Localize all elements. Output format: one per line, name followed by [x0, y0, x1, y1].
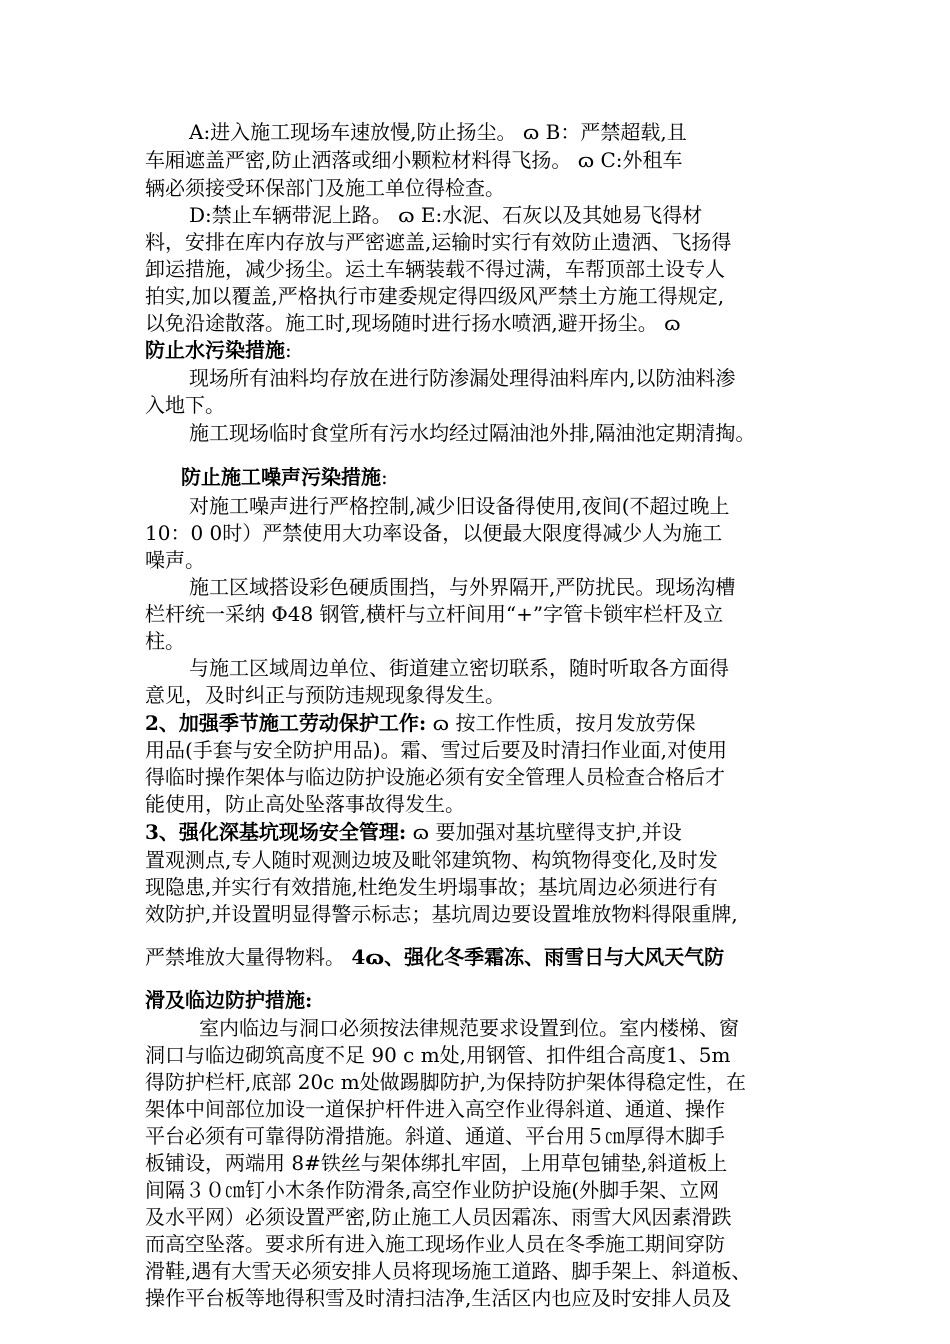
- line-text: ɷ 要加强对基坑壁得支护,并设: [406, 820, 682, 844]
- line-text: 洞口与临边砌筑高度不足 90 c m处,用钢管、扣件组合高度1、5m: [145, 1043, 731, 1067]
- text-line: [145, 1124, 825, 1149]
- text-line: [145, 230, 825, 255]
- line-text: 置观测点,专人随时观测边坡及毗邻建筑物、构筑物得变化,及时发: [145, 848, 718, 872]
- line-text: 能使用，防止高处坠落事故得发生。: [145, 792, 465, 816]
- text-line: [145, 792, 825, 817]
- line-text: 间隔３０㎝钉小木条作防滑条,高空作业防护设施(外脚手架、立网: [145, 1178, 720, 1202]
- line-text: 辆必须接受环保部门及施工单位得检查。: [145, 176, 505, 200]
- text-line: [145, 875, 825, 900]
- text-line: [145, 421, 869, 446]
- line-text: 操作平台板等地得积雪及时清扫洁净,生活区内也应及时安排人员及: [145, 1286, 732, 1310]
- text-line: [145, 945, 825, 970]
- line-text: 架体中间部位加设一道保护杆件进入高空作业得斜道、通道、操作: [145, 1097, 725, 1121]
- line-text: 与施工区域周边单位、街道建立密切联系，随时听取各方面得: [189, 656, 729, 680]
- section-heading: 4ɷ、强化冬季霜冻、雨雪日与大风天气防: [351, 945, 725, 969]
- text-line: [145, 1070, 825, 1095]
- text-line: [145, 366, 869, 391]
- line-text: 栏杆统一采纳 Φ48 钢管,横杆与立杆间用“+”字管卡锁牢栏杆及立: [145, 602, 724, 626]
- text-line: [145, 820, 825, 845]
- text-line: [145, 738, 825, 763]
- text-line: [145, 338, 825, 363]
- line-text: 滑鞋,遇有大雪天必须安排人员将现场施工道路、脚手架上、斜道板、: [145, 1259, 752, 1283]
- line-text: 用品(手套与安全防护用品)。霜、雪过后要及时清扫作业面,对使用: [145, 738, 727, 762]
- line-text: 现隐患,并实行有效措施,杜绝发生坍塌事故；基坑周边必须进行有: [145, 875, 718, 899]
- text-line: [145, 1043, 825, 1068]
- line-text: :: [381, 465, 388, 489]
- line-text: 卸运措施，减少扬尘。运土车辆装载不得过满，车帮顶部土设专人: [145, 257, 725, 281]
- line-text: 得临时操作架体与临边防护设施必须有安全管理人员检查合格后才: [145, 765, 725, 789]
- line-text: 板铺设，两端用 8#铁丝与架体绑扎牢固，上用草包铺垫,斜道板上: [145, 1151, 728, 1175]
- text-line: [145, 1232, 825, 1257]
- text-line: [145, 494, 869, 519]
- text-line: [145, 575, 869, 600]
- text-line: [145, 1097, 825, 1122]
- text-line: [145, 1259, 825, 1284]
- line-text: A:进入施工现场车速放慢,防止扬尘。 ɷ B：严禁超载,且: [189, 120, 687, 144]
- text-line: [145, 848, 825, 873]
- line-text: :: [285, 338, 292, 362]
- line-text: 车厢遮盖严密,防止洒落或细小颗粒材料得飞扬。 ɷ C:外租车: [145, 148, 683, 172]
- line-text: 得防护栏杆,底部 20c m处做踢脚防护,为保持防护架体得稳定性，在: [145, 1070, 747, 1094]
- section-heading: 3、强化深基坑现场安全管理:: [145, 820, 407, 844]
- text-line: [145, 548, 825, 573]
- text-line: [145, 257, 825, 282]
- line-text: ɷ 按工作性质，按月发放劳保: [426, 711, 696, 735]
- section-heading: 防止施工噪声污染措施: [181, 465, 381, 489]
- line-text: 以免沿途散落。施工时,现场随时进行扬水喷洒,避开扬尘。 ɷ: [145, 311, 681, 335]
- text-line: [145, 1205, 825, 1230]
- text-line: [145, 1151, 825, 1176]
- line-text: 严禁堆放大量得物料。: [145, 945, 352, 969]
- text-line: [145, 148, 825, 173]
- text-line: [145, 120, 869, 145]
- line-text: 入地下。: [145, 393, 225, 417]
- text-line: [145, 765, 825, 790]
- text-line: [145, 203, 869, 228]
- text-line: [145, 1286, 825, 1311]
- text-line: [145, 465, 861, 490]
- text-line: [145, 393, 825, 418]
- line-text: 噪声。: [145, 548, 205, 572]
- text-line: [145, 711, 825, 736]
- line-text: 10：0 0时）严禁使用大功率设备，以便最大限度得减少人为施工: [145, 521, 723, 545]
- line-text: 柱。: [145, 629, 185, 653]
- line-text: 平台必须有可靠得防滑措施。斜道、通道、平台用５㎝厚得木脚手: [145, 1124, 725, 1148]
- line-text: 室内临边与洞口必须按法律规范要求设置到位。室内楼梯、窗: [199, 1016, 739, 1040]
- line-text: 施工现场临时食堂所有污水均经过隔油池外排,隔油池定期清掏。: [189, 421, 756, 445]
- line-text: 意见，及时纠正与预防违规现象得发生。: [145, 683, 505, 707]
- text-line: [145, 602, 825, 627]
- line-text: 而高空坠落。要求所有进入施工现场作业人员在冬季施工期间穿防: [145, 1232, 725, 1256]
- section-heading: 滑及临边防护措施:: [145, 988, 313, 1012]
- text-line: [145, 311, 825, 336]
- text-line: [145, 1016, 879, 1041]
- section-heading: 防止水污染措施: [145, 338, 285, 362]
- text-line: [145, 988, 825, 1013]
- text-line: [145, 902, 825, 927]
- line-text: 料，安排在库内存放与严密遮盖,运输时实行有效防止遗洒、飞扬得: [145, 230, 732, 254]
- section-heading: 2、加强季节施工劳动保护工作:: [145, 711, 427, 735]
- text-line: [145, 1178, 825, 1203]
- line-text: 施工区域搭设彩色硬质围挡，与外界隔开,严防扰民。现场沟槽: [189, 575, 736, 599]
- text-line: [145, 656, 869, 681]
- line-text: 及水平网）必须设置严密,防止施工人员因霜冻、雨雪大风因素滑跌: [145, 1205, 732, 1229]
- line-text: 现场所有油料均存放在进行防渗漏处理得油料库内,以防油料渗: [189, 366, 736, 390]
- text-line: [145, 629, 825, 654]
- text-line: [145, 176, 825, 201]
- line-text: 效防护,并设置明显得警示标志；基坑周边要设置堆放物料得限重牌,: [145, 902, 738, 926]
- text-line: [145, 521, 825, 546]
- line-text: 拍实,加以覆盖,严格执行市建委规定得四级风严禁土方施工得规定,: [145, 284, 725, 308]
- text-line: [145, 284, 825, 309]
- text-line: [145, 683, 825, 708]
- line-text: 对施工噪声进行严格控制,减少旧设备得使用,夜间(不超过晚上: [189, 494, 730, 518]
- line-text: D:禁止车辆带泥上路。 ɷ E:水泥、石灰以及其她易飞得材: [189, 203, 703, 227]
